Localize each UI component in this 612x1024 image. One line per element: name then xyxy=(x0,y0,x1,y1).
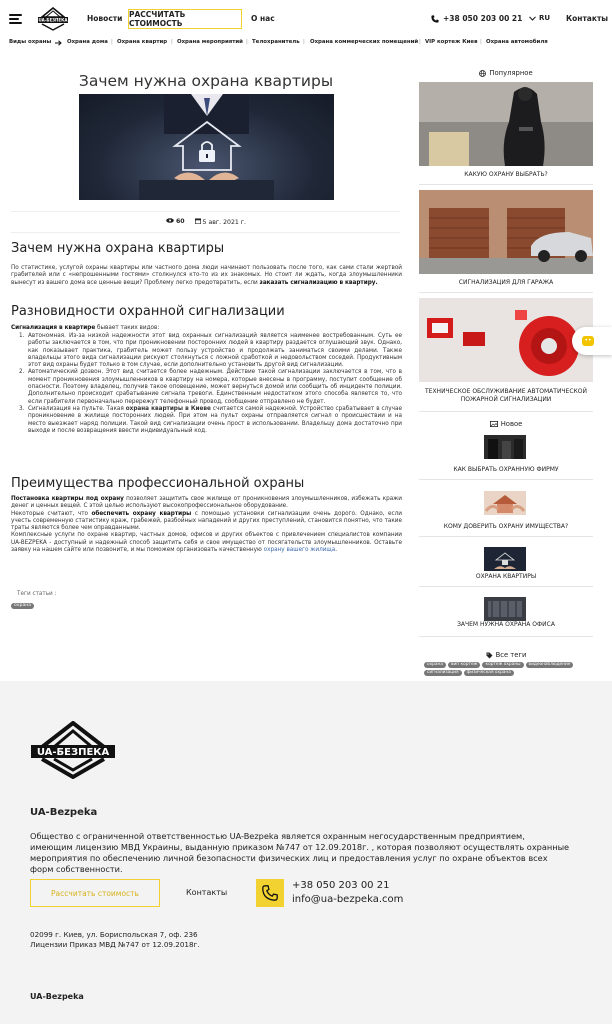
tags-icon xyxy=(486,652,493,659)
divider: | xyxy=(171,39,173,45)
menu-icon[interactable] xyxy=(9,14,23,24)
list-item: 3. Сигнализация на пульте. Такая охрана квартиры в Киеве считается самой надежной. Устройство срабатывает в случае проникновение в жилище посторонних людей. При этом на пульт охраны отправляется сигнал о происшествии и на место выезжает наряд полиции. Такой вид сигнализации очень прост в использовании. Владельцу дома достаточно при выходе и после возвращения ввести индивидуальный код. xyxy=(19,405,402,434)
article-meta xyxy=(0,218,412,226)
arrow-right-icon xyxy=(55,40,62,46)
alarm-types-list xyxy=(19,333,402,435)
footer-description: Общество с ограниченной ответственностью UA-Bezpeka является охранным негосударственным предприятием, имеющим лицензию МВД Украины, выданную приказом №747 от 12.09.2018г. , которая позволяют осуществлять охранные мероприятия по обеспечению личной безопасности физических лиц и предоставления услуг по охране объектов всех форм собственности. xyxy=(30,831,570,874)
language-label: RU xyxy=(539,14,551,22)
phone-icon xyxy=(431,15,439,23)
logo[interactable] xyxy=(37,7,69,31)
tag[interactable]: сигнализация xyxy=(424,670,462,676)
new-image-4[interactable] xyxy=(484,597,526,621)
footer-license: Лицензии Приказ МВД №747 от 12.09.2018г. xyxy=(30,940,200,949)
tag[interactable]: вип кортеж xyxy=(448,662,480,668)
divider xyxy=(11,211,400,212)
nav-contacts[interactable]: Контакты xyxy=(566,14,609,23)
language-selector[interactable] xyxy=(529,14,550,22)
new-title-2[interactable]: КОМУ ДОВЕРИТЬ ОХРАНУ ИМУЩЕСТВА? xyxy=(443,523,569,530)
cat-commercial[interactable]: Охрана коммерческих помещений xyxy=(310,39,419,45)
chat-icon: •• xyxy=(582,336,594,346)
calc-cost-button[interactable]: РАССЧИТАТЬ СТОИМОСТЬ xyxy=(128,9,242,29)
advantages-paragraph: Постановка квартиры под охрану позволяет защитить свое жилище от проникновения злоумышленников, избежать кражи денег и ценных вещей. С этой целью используют высокопрофессиональное оборудование. Некоторые считают, что обеспечить охрану квартиры с помощью установки сигнализации очень дорого. Однако, если учесть современную статистику краж, грабежей, разбойных нападений и других преступлений, становится понятно, что такие траты являются более чем оправданными. Комплексные услуги по охране квартир, частных домов, офисов и других объектов с привлечением специалистов компании UA-BEZPEKA - доступный и надежный способ защитить себя и свое имущество от посягательств злоумышленников. Оставьте заявку на нашем сайте или позвоните, и мы поможем организовать качественную охрану вашего жилища. xyxy=(11,496,403,554)
cat-house[interactable]: Охрана дома xyxy=(67,39,108,45)
popular-image-fire-alarm[interactable] xyxy=(419,298,593,382)
divider: | xyxy=(111,39,113,45)
new-title-3[interactable]: ОХРАНА КВАРТИРЫ xyxy=(475,573,537,580)
new-title-4[interactable]: ЗАЧЕМ НУЖНА ОХРАНА ОФИСА xyxy=(457,621,555,628)
divider: | xyxy=(480,39,482,45)
new-heading: Новое xyxy=(419,420,593,428)
article-tag[interactable]: охрана xyxy=(11,600,34,609)
footer-brand-bottom: UA-Bezpeka xyxy=(30,992,84,1001)
divider xyxy=(419,536,593,537)
divider: | xyxy=(419,39,421,45)
home-security-link[interactable]: охрану вашего жилища xyxy=(263,547,336,554)
popular-title-1[interactable]: КАКУЮ ОХРАНУ ВЫБРАТЬ? xyxy=(464,171,548,178)
footer-phone[interactable]: +38 050 203 00 21 xyxy=(292,880,390,891)
footer-address: 02099 г. Киев, ул. Бориспольская 7, оф. 236 xyxy=(30,930,198,939)
divider: | xyxy=(246,39,248,45)
new-title-1[interactable]: КАК ВЫБРАТЬ ОХРАННУЮ ФИРМУ xyxy=(453,466,559,473)
divider xyxy=(419,411,593,412)
section-heading: Преимущества профессиональной охраны xyxy=(11,476,305,491)
divider xyxy=(419,479,593,480)
date xyxy=(195,218,246,226)
cat-types[interactable]: Виды охраны xyxy=(9,39,52,45)
tag[interactable]: видеонаблюдение xyxy=(526,662,574,668)
order-alarm-link[interactable]: заказать сигнализацию в квартиру. xyxy=(259,279,378,286)
cat-vip[interactable]: VIP кортеж Киев xyxy=(425,39,478,45)
new-image-2[interactable] xyxy=(484,491,526,515)
popular-title-2[interactable]: СИГНАЛИЗАЦИЯ ДЛЯ ГАРАЖА xyxy=(458,279,554,286)
site-header xyxy=(0,0,612,36)
header-phone[interactable] xyxy=(431,14,522,23)
logo-text: UA-БЕЗПЕКА xyxy=(38,17,68,23)
list-item: 1. Автономная. Из-за низкой надежности этот вид охранных сигнализаций является наименее востребованным. Суть ее работы заключается в том, что при проникновении посторонних людей в квартиру раздается оглушающий звук. Однако, как показывает практика, грабитель может пользу устройство и продолжать заниматься своими делами. Также владельцы этого вида сигнализации рискуют столкнуться с ложной сработкой и недовольством соседей. Продуктивным этот вид охраны будет только в том случае, если дополнительно установить другой вид сигнализации. xyxy=(19,333,402,369)
popular-heading: Популярное xyxy=(419,69,593,77)
new-image-3[interactable] xyxy=(484,547,526,571)
site-footer xyxy=(0,681,612,1024)
article-tags-label: Теги статьи : xyxy=(17,591,57,597)
divider xyxy=(419,636,593,637)
phone-icon xyxy=(256,879,284,907)
cat-bodyguard[interactable]: Телохранитель xyxy=(252,39,300,45)
nav-news[interactable]: Новости xyxy=(87,14,123,23)
footer-address-block xyxy=(30,930,200,950)
image-icon xyxy=(490,421,498,427)
popular-image-guard[interactable] xyxy=(419,82,593,166)
footer-email[interactable]: info@ua-bezpeka.com xyxy=(292,894,404,905)
divider xyxy=(419,292,593,293)
category-nav xyxy=(0,38,612,50)
calendar-icon xyxy=(195,218,201,224)
list-item: 2. Автоматический дозвон. Этот вид считается более надежным. Действие такой сигнализации заключается в том, что в момент проникновения злоумышленников в квартиру на номера, которые внесены в программу, поступит сообщение об опасности. Поэтому владелец, получив такое оповещение, может вернуться домой или сообщить об инциденте полиции. Дополнительно происходит срабатывание сигнала тревоги. Единственным недостатком этого способа является то, что если грабители первоначально перережут телефонный провод, сообщение отправлено не будет. xyxy=(19,369,402,405)
footer-logo[interactable] xyxy=(30,721,116,779)
hero-image xyxy=(79,94,334,200)
section-heading: Разновидности охранной сигнализации xyxy=(11,304,285,319)
cat-events[interactable]: Охрана мероприятий xyxy=(177,39,243,45)
cat-apartments[interactable]: Охрана квартир xyxy=(117,39,168,45)
views-count: 60 xyxy=(175,218,185,225)
views xyxy=(166,218,185,226)
popular-title-3[interactable]: ТЕХНИЧЕСКОЕ ОБСЛУЖИВАНИЕ АВТОМАТИЧЕСКОЙ ПОЖАРНОЙ СИГНАЛИЗАЦИИ xyxy=(424,388,587,403)
tag-cloud xyxy=(424,662,592,676)
tag[interactable]: физическая охрана xyxy=(464,670,514,676)
chat-widget[interactable] xyxy=(572,327,612,355)
all-tags-heading: Все теги xyxy=(419,651,593,659)
footer-contacts-link[interactable]: Контакты xyxy=(186,888,228,897)
popular-image-garage[interactable] xyxy=(419,190,593,274)
footer-logo-text: UA-БЕЗПЕКА xyxy=(36,747,110,758)
nav-about[interactable]: О нас xyxy=(251,14,275,23)
divider xyxy=(11,232,400,233)
date-text: 5 авг. 2021 г. xyxy=(202,219,247,226)
new-image-1[interactable] xyxy=(484,435,526,459)
footer-brand: UA-Bezpeka xyxy=(30,807,98,818)
types-lead: Сигнализация в квартире бывает таких видов: xyxy=(11,325,160,331)
globe-icon xyxy=(479,70,486,77)
chevron-down-icon xyxy=(529,16,536,21)
tag[interactable]: охрана xyxy=(424,662,446,668)
section-heading: Зачем нужна охрана квартиры xyxy=(11,241,225,256)
cat-auto[interactable]: Охрана автомобиля xyxy=(486,39,548,45)
article-title: Зачем нужна охрана квартиры xyxy=(78,72,334,90)
divider: | xyxy=(303,39,305,45)
footer-calc-button[interactable]: Рассчитать стоимость xyxy=(30,879,160,907)
eye-icon xyxy=(166,218,174,223)
tag[interactable]: кортеж охраны xyxy=(482,662,523,668)
intro-paragraph: По статистике, услугой охраны квартиры или частного дома люди начинают пользовать после того, как сами стали жертвой грабителей или с «непрошенными гостями» столкнулся кто-то из их знакомых. Но стоит ли ждать, когда злоумышленники вынесут из вашего дома все ценные вещи? Проблему легко предотвратить, если заказать сигнализацию в квартиру. xyxy=(11,265,402,286)
divider xyxy=(419,184,593,185)
divider xyxy=(419,586,593,587)
header-phone-number: +38 050 203 00 21 xyxy=(443,14,523,23)
